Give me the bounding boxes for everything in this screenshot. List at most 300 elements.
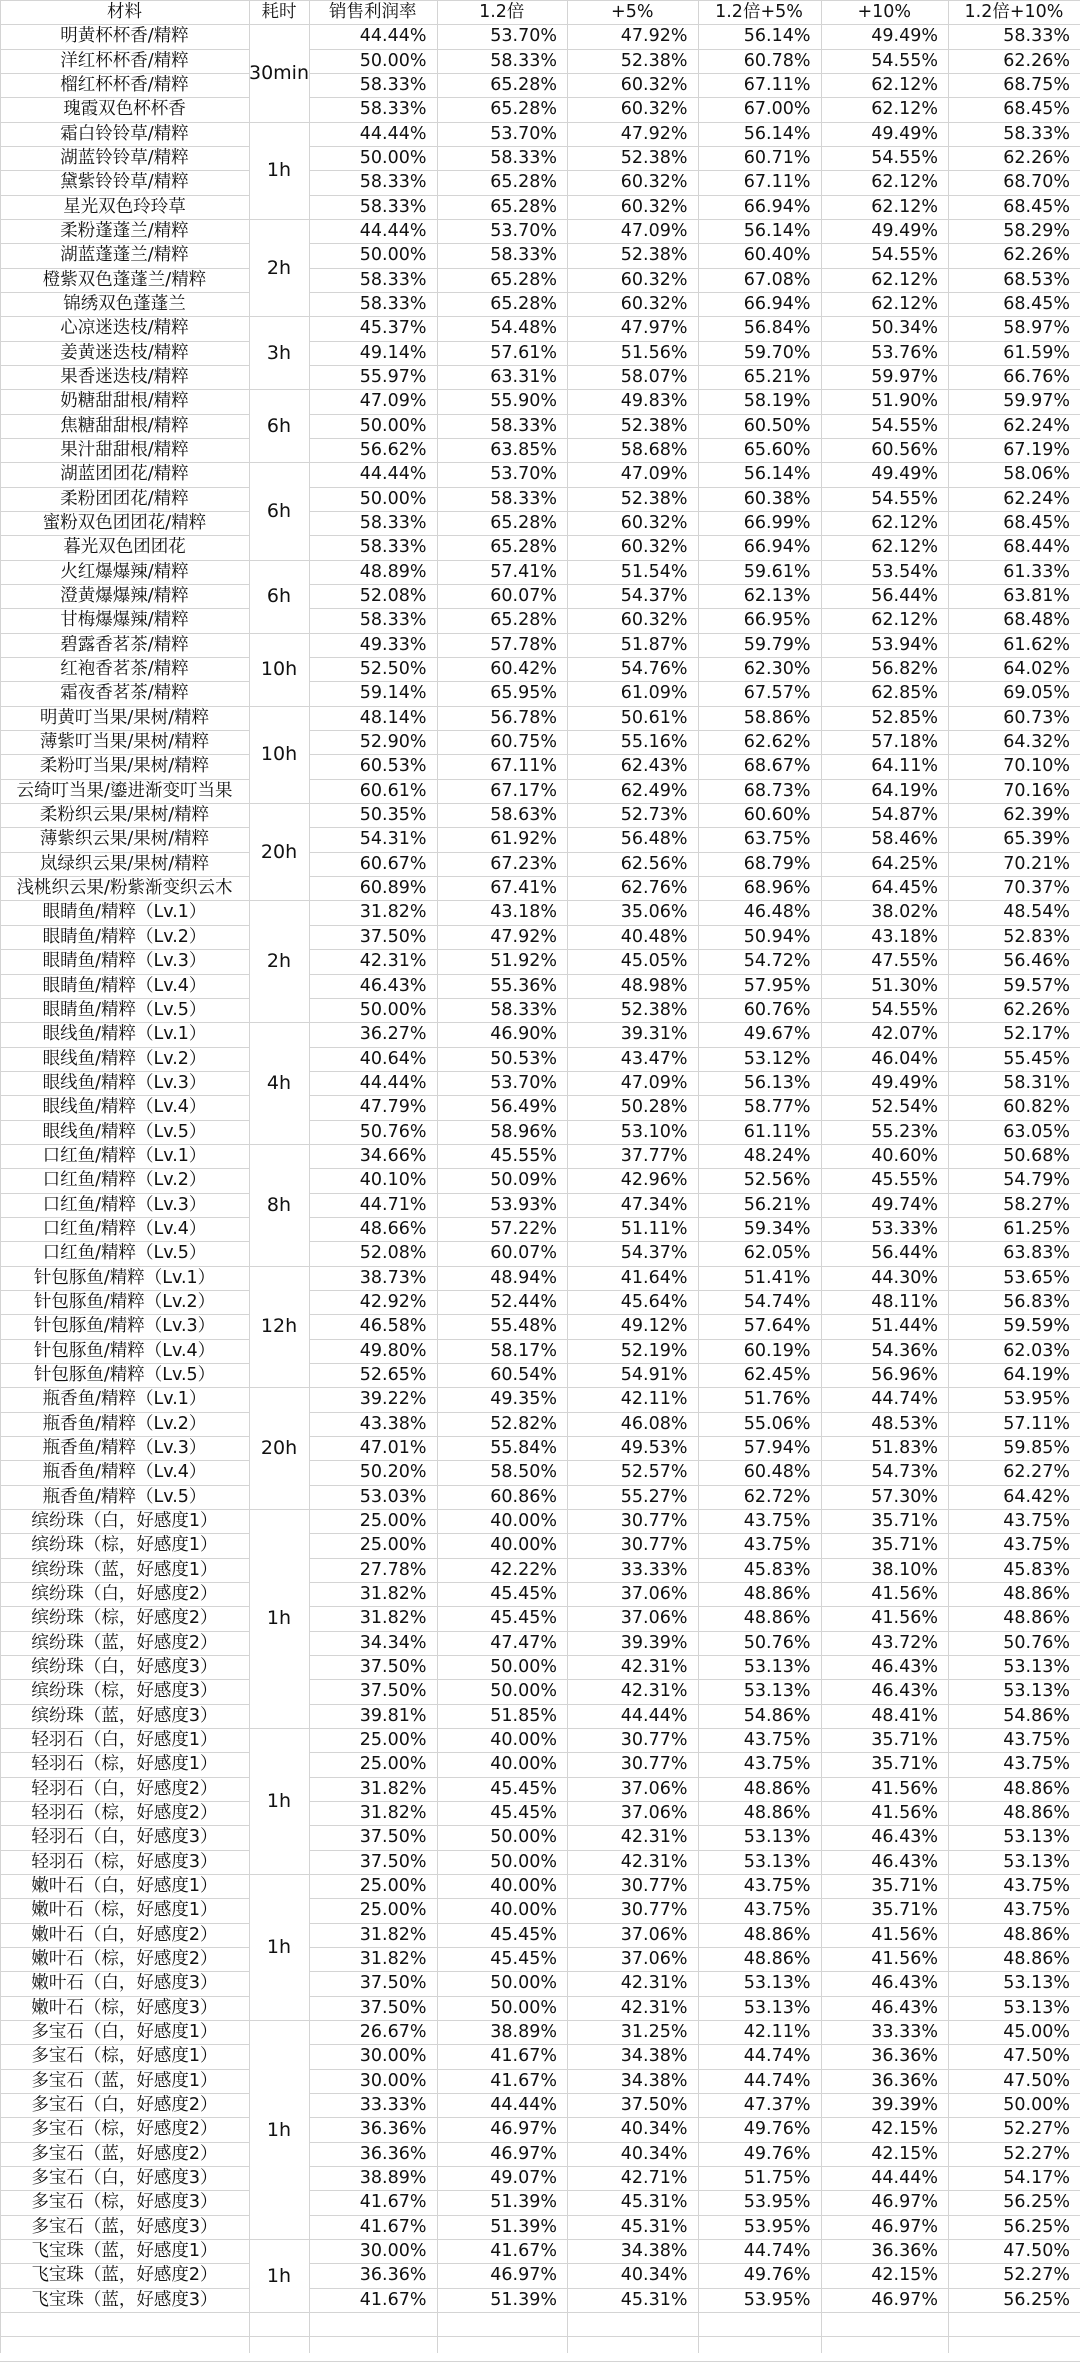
rate-cell: 45.45% [490,1583,557,1604]
rate-cell: 45.55% [871,1170,938,1191]
rate-cell: 56.25% [1003,2216,1070,2237]
rate-cell: 54.31% [359,829,427,850]
material-name-cell: 云绮叮当果/鎏进渐变叮当果 [16,780,233,801]
rate-cell: 45.83% [1003,1559,1070,1580]
rate-cell: 48.86% [743,1949,811,1969]
rate-cell: 40.34% [620,2119,688,2140]
rate-cell: 47.50% [1003,2241,1070,2262]
rate-cell: 49.76% [743,2143,811,2164]
rate-cell: 50.94% [743,926,811,947]
rate-cell: 37.50% [359,926,427,947]
rate-cell: 52.19% [620,1340,688,1361]
rate-cell: 54.76% [620,659,688,680]
rate-cell: 54.73% [871,1462,938,1483]
rate-cell: 37.06% [620,1949,688,1969]
rate-cell: 67.23% [490,853,557,874]
material-name-cell: 碧露香茗茶/精粹 [60,634,189,655]
rate-cell: 36.36% [359,2265,427,2286]
rate-cell: 62.45% [743,1364,811,1385]
rate-cell: 48.94% [490,1267,557,1288]
rate-cell: 59.57% [1003,975,1070,996]
rate-cell: 55.27% [620,1486,688,1507]
rate-cell: 63.81% [1003,586,1070,607]
rate-cell: 43.47% [620,1048,688,1069]
rate-cell: 34.38% [620,2046,688,2067]
time-cost-cell: 10h [260,658,298,681]
rate-cell: 58.97% [1003,318,1070,339]
rate-cell: 62.12% [871,196,938,217]
material-name-cell: 多宝石（蓝，好感度1） [31,2070,218,2091]
rate-cell: 65.28% [490,610,557,631]
material-name-cell: 浅桃织云果/粉紫渐变织云木 [16,878,233,899]
rate-cell: 58.96% [490,1121,557,1142]
rate-cell: 47.01% [359,1437,427,1458]
rate-cell: 64.32% [1003,732,1070,753]
material-name-cell: 柔粉织云果/果树/精粹 [39,805,210,826]
rate-cell: 65.28% [490,513,557,534]
rate-cell: 57.18% [871,732,938,753]
rate-cell: 38.73% [359,1267,427,1288]
rate-cell: 62.24% [1003,415,1070,436]
rate-cell: 46.97% [490,2265,557,2286]
rate-cell: 58.33% [1003,26,1070,47]
rate-cell: 48.98% [620,975,688,996]
rate-cell: 45.45% [490,1608,557,1629]
rate-cell: 41.56% [871,1608,938,1629]
rate-cell: 42.31% [359,951,427,972]
rate-cell: 47.47% [490,1632,557,1653]
rate-cell: 65.39% [1003,829,1070,850]
rate-cell: 50.76% [743,1632,811,1653]
rate-cell: 49.12% [620,1316,688,1337]
rate-cell: 40.00% [490,1754,557,1775]
rate-cell: 53.13% [743,1656,811,1677]
rate-cell: 50.20% [359,1462,427,1483]
rate-cell: 46.97% [490,2119,557,2140]
rate-cell: 53.13% [1003,1973,1070,1994]
time-cost-cell: 6h [266,414,292,437]
rate-cell: 37.50% [359,1997,427,2018]
rate-cell: 54.72% [743,951,811,972]
rate-cell: 52.27% [1003,2119,1070,2140]
rate-cell: 52.08% [359,586,427,607]
rate-cell: 58.33% [359,610,427,631]
rate-cell: 44.44% [359,123,427,144]
rate-cell: 54.37% [620,586,688,607]
rate-cell: 49.49% [871,123,938,144]
material-name-cell: 霜白铃铃草/精粹 [60,123,189,144]
material-name-cell: 红袍香茗茶/精粹 [60,659,189,680]
rate-cell: 57.95% [743,975,811,996]
rate-cell: 48.86% [1003,1802,1070,1823]
rate-cell: 25.00% [359,1729,427,1750]
rate-cell: 49.49% [871,464,938,485]
material-name-cell: 口红鱼/精粹（Lv.5） [42,1243,207,1264]
rate-cell: 58.31% [1003,1072,1070,1093]
rate-cell: 49.80% [359,1340,427,1361]
material-name-cell: 心凉迷迭枝/精粹 [60,318,189,339]
rate-cell: 51.39% [490,2216,557,2237]
rate-cell: 60.61% [359,780,427,801]
rate-cell: 42.31% [620,1681,688,1702]
rate-cell: 58.33% [359,294,427,315]
rate-cell: 58.33% [490,415,557,436]
rate-cell: 68.67% [743,756,811,777]
rate-cell: 52.73% [620,805,688,826]
material-name-cell: 薄紫织云果/果树/精粹 [39,829,210,850]
rate-cell: 31.82% [359,1583,427,1604]
rate-cell: 63.05% [1003,1121,1070,1142]
rate-cell: 66.95% [743,610,811,631]
rate-cell: 44.30% [871,1267,938,1288]
rate-cell: 64.11% [871,756,938,777]
material-name-cell: 眼睛鱼/精粹（Lv.3） [42,951,207,972]
rate-cell: 60.78% [743,50,811,71]
rate-cell: 51.11% [620,1218,688,1239]
rate-cell: 59.61% [743,561,811,582]
time-cost-cell: 1h [266,1789,292,1812]
rate-cell: 69.05% [1003,683,1070,704]
rate-cell: 37.77% [620,1145,688,1166]
rate-cell: 43.75% [1003,1729,1070,1750]
rate-cell: 55.48% [490,1316,557,1337]
rate-cell: 53.13% [1003,1681,1070,1702]
rate-cell: 56.13% [743,1072,811,1093]
rate-cell: 57.41% [490,561,557,582]
rate-cell: 54.86% [1003,1705,1070,1726]
rate-cell: 58.33% [359,172,427,193]
rate-cell: 60.07% [490,586,557,607]
material-name-cell: 飞宝珠（蓝，好感度2） [31,2265,218,2286]
rate-cell: 43.75% [743,1535,811,1556]
rate-cell: 43.75% [1003,1510,1070,1531]
rate-cell: 62.12% [871,99,938,120]
rate-cell: 59.14% [359,683,427,704]
rate-cell: 40.00% [490,1510,557,1531]
material-name-cell: 多宝石（棕，好感度2） [31,2119,218,2140]
rate-cell: 51.76% [743,1389,811,1410]
rate-cell: 66.94% [743,196,811,217]
rate-cell: 54.55% [871,148,938,169]
material-name-cell: 眼线鱼/精粹（Lv.5） [42,1121,207,1142]
rate-cell: 64.19% [1003,1364,1070,1385]
rate-cell: 58.33% [359,537,427,558]
rate-cell: 47.09% [620,221,688,242]
rate-cell: 53.10% [620,1121,688,1142]
rate-cell: 42.31% [620,1973,688,1994]
rate-cell: 49.33% [359,634,427,655]
rate-cell: 60.67% [359,853,427,874]
rate-cell: 35.06% [620,902,688,923]
rate-cell: 60.40% [743,245,811,266]
rate-cell: 56.62% [359,440,427,461]
rate-cell: 58.33% [490,148,557,169]
rate-cell: 58.33% [359,513,427,534]
rate-cell: 53.70% [490,1072,557,1093]
rate-cell: 50.00% [359,148,427,169]
rate-cell: 65.28% [490,294,557,315]
rate-cell: 41.67% [490,2241,557,2262]
material-name-cell: 明黄杯杯香/精粹 [60,26,189,47]
rate-cell: 52.85% [871,707,938,728]
rate-cell: 46.43% [871,1827,938,1848]
rate-cell: 42.11% [743,2022,811,2042]
rate-cell: 65.28% [490,75,557,95]
rate-cell: 50.00% [490,1973,557,1994]
rate-cell: 50.53% [490,1048,557,1069]
rate-cell: 54.55% [871,415,938,436]
rate-cell: 48.66% [359,1218,427,1239]
rate-cell: 53.95% [743,2289,811,2310]
rate-cell: 60.71% [743,148,811,169]
material-name-cell: 轻羽石（白，好感度1） [31,1729,218,1750]
rate-cell: 65.28% [490,537,557,558]
rate-cell: 62.27% [1003,1462,1070,1483]
rate-cell: 56.78% [490,707,557,728]
rate-cell: 37.50% [359,1851,427,1872]
material-name-cell: 缤纷珠（白，好感度2） [31,1583,218,1604]
rate-cell: 59.85% [1003,1437,1070,1458]
material-name-cell: 果汁甜甜根/精粹 [60,440,189,461]
rate-cell: 62.62% [743,732,811,753]
rate-cell: 42.92% [359,1291,427,1312]
rate-cell: 50.34% [871,318,938,339]
rate-cell: 56.83% [1003,1291,1070,1312]
rate-cell: 58.27% [1003,1194,1070,1215]
rate-cell: 68.48% [1003,610,1070,631]
time-cost-cell: 20h [260,840,298,863]
rate-cell: 60.32% [620,537,688,558]
rate-cell: 50.00% [359,50,427,71]
time-cost-cell: 1h [266,2264,292,2287]
rate-cell: 44.74% [743,2046,811,2067]
rate-cell: 53.13% [1003,1851,1070,1872]
rate-cell: 40.00% [490,1875,557,1896]
material-name-cell: 缤纷珠（白，好感度1） [31,1510,218,1531]
rate-cell: 48.24% [743,1145,811,1166]
rate-cell: 51.83% [871,1437,938,1458]
rate-cell: 62.39% [1003,805,1070,826]
rate-cell: 31.82% [359,1608,427,1629]
rate-cell: 54.17% [1003,2168,1070,2189]
time-cost-cell: 8h [266,1193,292,1216]
rate-cell: 60.32% [620,269,688,290]
rate-cell: 30.00% [359,2046,427,2067]
rate-cell: 48.86% [1003,1924,1070,1945]
rate-cell: 62.76% [620,878,688,899]
rate-cell: 54.79% [1003,1170,1070,1191]
rate-cell: 46.97% [490,2143,557,2164]
rate-cell: 48.86% [743,1924,811,1945]
rate-cell: 37.06% [620,1924,688,1945]
rate-cell: 57.11% [1003,1413,1070,1434]
rate-cell: 60.60% [743,805,811,826]
rate-cell: 37.50% [359,1656,427,1677]
rate-cell: 26.67% [359,2022,427,2042]
rate-cell: 40.00% [490,1729,557,1750]
rate-cell: 48.53% [871,1413,938,1434]
rate-cell: 56.14% [743,123,811,144]
rate-cell: 55.36% [490,975,557,996]
rate-cell: 60.56% [871,440,938,461]
time-cost-cell: 3h [266,341,292,364]
rate-cell: 36.36% [359,2119,427,2140]
rate-cell: 67.11% [490,756,557,777]
material-name-cell: 岚绿织云果/果树/精粹 [39,853,210,874]
rate-cell: 47.37% [743,2095,811,2116]
rate-cell: 38.89% [490,2022,557,2042]
time-cost-cell: 10h [260,743,298,766]
rate-cell: 54.55% [871,50,938,71]
material-name-cell: 橙紫双色蓬蓬兰/精粹 [42,269,207,290]
rate-cell: 49.76% [743,2119,811,2140]
rate-cell: 47.09% [620,1072,688,1093]
rate-cell: 42.31% [620,1827,688,1848]
material-name-cell: 瑰霞双色杯杯香 [63,99,186,120]
rate-cell: 62.56% [620,853,688,874]
rate-cell: 30.00% [359,2241,427,2262]
rate-cell: 60.86% [490,1486,557,1507]
rate-cell: 53.13% [743,1973,811,1994]
rate-cell: 53.12% [743,1048,811,1069]
material-name-cell: 奶糖甜甜根/精粹 [60,391,189,412]
rate-cell: 62.12% [871,513,938,534]
rate-cell: 47.50% [1003,2070,1070,2091]
material-name-cell: 嫩叶石（白，好感度1） [31,1875,218,1896]
material-name-cell: 湖蓝铃铃草/精粹 [60,148,189,169]
rate-cell: 59.59% [1003,1316,1070,1337]
time-cost-cell: 20h [260,1437,298,1460]
material-name-cell: 眼线鱼/精粹（Lv.3） [42,1072,207,1093]
rate-cell: 46.97% [871,2192,938,2213]
rate-cell: 51.87% [620,634,688,655]
rate-cell: 43.75% [1003,1900,1070,1921]
rate-cell: 52.82% [490,1413,557,1434]
material-name-cell: 瓶香鱼/精粹（Lv.1） [42,1389,207,1410]
rate-cell: 57.64% [743,1316,811,1337]
material-name-cell: 眼睛鱼/精粹（Lv.1） [42,902,207,923]
rate-cell: 52.27% [1003,2143,1070,2164]
rate-cell: 36.36% [871,2046,938,2067]
rate-cell: 48.86% [743,1608,811,1629]
rate-cell: 46.97% [871,2216,938,2237]
rate-cell: 56.82% [871,659,938,680]
rate-cell: 42.31% [620,1656,688,1677]
material-name-cell: 针包豚鱼/精粹（Lv.4） [33,1340,216,1361]
rate-cell: 60.07% [490,1243,557,1264]
rate-cell: 40.64% [359,1048,427,1069]
rate-cell: 52.08% [359,1243,427,1264]
rate-cell: 47.09% [359,391,427,412]
rate-cell: 66.94% [743,537,811,558]
rate-cell: 47.92% [620,123,688,144]
rate-cell: 42.96% [620,1170,688,1191]
rate-cell: 54.55% [871,999,938,1020]
material-name-cell: 嫩叶石（棕，好感度3） [31,1997,218,2018]
rate-cell: 64.19% [871,780,938,801]
rate-cell: 43.38% [359,1413,427,1434]
rate-cell: 53.70% [490,464,557,485]
time-cost-cell: 1h [266,1607,292,1630]
rate-cell: 41.56% [871,1802,938,1823]
rate-cell: 51.39% [490,2289,557,2310]
rate-cell: 41.56% [871,1949,938,1969]
rate-cell: 58.33% [490,245,557,266]
material-name-cell: 多宝石（白，好感度1） [31,2022,218,2042]
rate-cell: 58.33% [490,50,557,71]
rate-cell: 60.75% [490,732,557,753]
rate-cell: 50.68% [1003,1145,1070,1166]
rate-cell: 42.15% [871,2265,938,2286]
rate-cell: 39.81% [359,1705,427,1726]
rate-cell: 52.54% [871,1097,938,1118]
rate-cell: 44.44% [620,1705,688,1726]
rate-cell: 53.13% [1003,1827,1070,1848]
rate-cell: 49.53% [620,1437,688,1458]
rate-cell: 53.95% [1003,1389,1070,1410]
material-name-cell: 多宝石（蓝，好感度3） [31,2216,218,2237]
material-name-cell: 轻羽石（棕，好感度3） [31,1851,218,1872]
rate-cell: 45.05% [620,951,688,972]
rate-cell: 58.77% [743,1097,811,1118]
rate-cell: 35.71% [871,1535,938,1556]
rate-cell: 47.09% [620,464,688,485]
rate-cell: 48.86% [743,1802,811,1823]
rate-cell: 70.10% [1003,756,1070,777]
rate-cell: 59.34% [743,1218,811,1239]
rate-cell: 60.73% [1003,707,1070,728]
rate-cell: 68.96% [743,878,811,899]
rate-cell: 44.74% [743,2241,811,2262]
rate-cell: 30.77% [620,1875,688,1896]
rate-cell: 46.58% [359,1316,427,1337]
grid-hline [0,2336,1080,2337]
rate-cell: 68.70% [1003,172,1070,193]
rate-cell: 52.38% [620,488,688,509]
rate-cell: 50.76% [1003,1632,1070,1653]
rate-cell: 43.75% [743,1875,811,1896]
material-name-cell: 瓶香鱼/精粹（Lv.3） [42,1437,207,1458]
rate-cell: 52.17% [1003,1024,1070,1045]
material-name-cell: 飞宝珠（蓝，好感度1） [31,2241,218,2262]
material-name-cell: 澄黄爆爆辣/精粹 [60,586,189,607]
rate-cell: 63.85% [490,440,557,461]
rate-cell: 52.38% [620,999,688,1020]
rate-cell: 38.89% [359,2168,427,2189]
time-cost-cell: 30min [249,62,309,84]
rate-cell: 44.74% [743,2070,811,2091]
rate-cell: 56.84% [743,318,811,339]
rate-cell: 51.85% [490,1705,557,1726]
material-name-cell: 眼睛鱼/精粹（Lv.5） [42,999,207,1020]
rate-cell: 61.09% [620,683,688,704]
rate-cell: 62.24% [1003,488,1070,509]
rate-cell: 57.94% [743,1437,811,1458]
rate-cell: 67.19% [1003,440,1070,461]
rate-cell: 65.28% [490,172,557,193]
rate-cell: 56.14% [743,221,811,242]
rate-cell: 51.54% [620,561,688,582]
time-cost-cell: 12h [260,1315,298,1338]
rate-cell: 51.44% [871,1316,938,1337]
rate-cell: 49.07% [490,2168,557,2189]
rate-cell: 54.55% [871,245,938,266]
rate-cell: 62.26% [1003,148,1070,169]
rate-cell: 43.75% [1003,1875,1070,1896]
material-name-cell: 甘梅爆爆辣/精粹 [60,610,189,631]
rate-cell: 60.19% [743,1340,811,1361]
rate-cell: 58.33% [359,99,427,120]
